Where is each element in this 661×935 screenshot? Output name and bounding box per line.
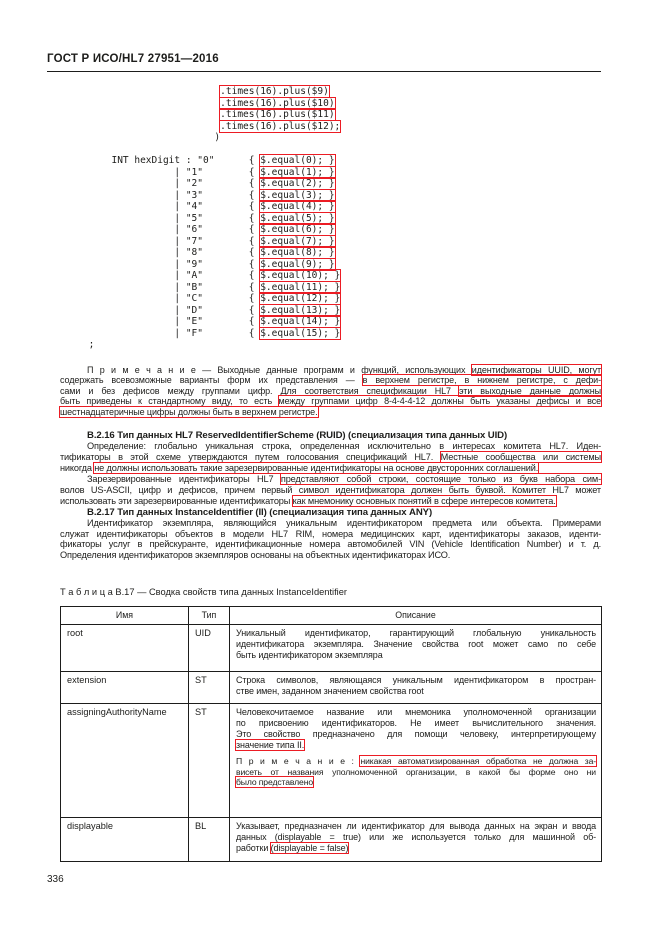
annotation-box: как мнемонику основных понятий в сфере интересов комитета. [292,495,556,506]
paragraph [60,518,601,562]
text-line [236,686,596,697]
annotation-box: $.equal(4); } [260,201,335,212]
annotation-box: шестнадцатеричные цифры должны быть в верхнем регистре. [60,406,318,417]
text-segment: идентификатора экземпляра. Значение свойства root может само по себе [236,639,596,650]
text-line [236,740,596,751]
annotation-box: значение типа II. [236,740,305,751]
annotation-box: было представлено [236,777,313,788]
code-line [60,178,661,190]
paragraph [60,474,601,507]
annotation-box: представляют собой строки, состоящие только из букв набора сим- [280,473,601,484]
annotation-box: $.equal(1); } [260,166,335,178]
table-header-row [61,607,602,625]
text-segment: Человекочитаемое название или мнемоника уполномоченной организации [236,707,596,718]
code-line [60,132,661,144]
text-line [236,832,596,843]
text-line [60,529,601,540]
code-line [60,190,661,202]
text-line [236,729,596,740]
text-line [236,707,596,718]
property-type-cell: BL [189,818,230,862]
table-row [61,704,602,818]
code-line [60,339,661,351]
text-line [60,485,601,496]
code-line [60,86,661,98]
code-text [60,121,220,132]
code-text: | "E" { [60,316,261,327]
code-line [60,224,661,236]
annotation-box: $.equal(9); } [260,258,335,270]
text-line [60,452,601,463]
annotation-box: $.equal(10); } [260,270,341,281]
text-segment: В.2.16 Тип данных HL7 ReservedIdentifierScheme (RUID) (специализация типа данных UID) [87,430,508,442]
text-segment: служат идентификаторы объектов в модели HL7 RIM, номера медицинских карт, идентификаторы заказов, иденти- [60,528,601,539]
property-name-cell: root [61,625,189,672]
code-text: | "C" { [60,293,261,304]
text-line [60,441,601,452]
text-segment: Определения идентификаторов экземпляров основаны на объектных идентификаторах ИСО. [60,550,451,561]
code-text: ; [60,339,95,350]
text-segment: Уникальный идентификатор, гарантирующий глобальную уникальность [236,628,596,639]
text-segment: В.2.17 Тип данных InstanceIdentifier (II) (специализация типа данных ANY) [87,506,433,518]
text-line [60,407,601,418]
annotation-box: .times(16).plus($12); [220,120,341,132]
code-text: | "1" { [60,166,261,178]
code-text: ) [60,132,221,143]
text-segment: тификаторы в этой схеме утверждаются путем голосования спецификаций HL7. [60,452,441,463]
code-block [60,86,661,351]
code-text [60,98,220,109]
annotation-box: Местные сообщества или системы [440,452,602,463]
annotation-box: $.equal(15); } [260,327,341,339]
text-line [236,639,596,650]
annotation-box: .times(16).plus($10) [220,97,335,109]
text-line [60,375,601,386]
property-type-cell: ST [189,672,230,704]
property-description-cell [230,625,602,672]
code-line [60,213,661,225]
annotation-box: $.equal(0); } [260,155,335,166]
text-line [236,650,596,661]
paragraph [60,441,601,474]
annotation-box: $.equal(3); } [260,189,335,201]
code-text: | "7" { [60,235,261,247]
text-segment: никогда [60,463,95,474]
code-text: | "5" { [60,212,261,224]
text-line [60,474,601,485]
paragraph [60,365,601,418]
annotation-box: $.equal(14); } [260,316,341,327]
table-row [61,672,602,704]
code-line [60,144,661,156]
text-segment: по присвоению идентификаторов. Не имеет вычислительного значения. [236,718,596,729]
text-line [60,463,601,474]
column-header-description: Описание [230,607,602,625]
annotation-box: между группами цифр 8-4-4-4-12 должны быть указаны дефисы и все [278,396,601,407]
section-heading [60,507,601,518]
annotation-box: .times(16).plus($11) [220,109,335,120]
annotation-box: никакая автоматизированная обработка не должна за- [360,756,596,767]
code-line [60,316,661,328]
text-line [236,718,596,729]
annotation-box: идентификаторы UUID, могут [471,364,601,375]
text-segment: использовать эти зарезервированные идентификаторы [60,495,293,506]
text-segment: волов US-ASCII, цифр и дефисов, причем первый символ идентификатора должен быть буквой. Комитет HL7 может [60,484,601,495]
text-line [60,496,601,507]
code-text: | "3" { [60,189,261,201]
annotation-box: эти выходные данные должны [459,385,601,396]
text-line [236,675,596,686]
text-line [60,539,601,550]
code-line [60,328,661,340]
annotation-box: не должны использовать такие зарезервированные идентификаторы на основе двусторонних соглашений. [94,463,539,474]
text-segment: данных (displayable = true) или же используется только для машинной об- [236,832,596,843]
annotation-box: $.equal(13); } [260,304,341,316]
annotation-box: $.equal(7); } [260,235,335,247]
text-line [60,518,601,529]
code-text: | "F" { [60,327,261,339]
text-segment: Идентификатор экземпляра, являющийся уникальным идентификатором предмета или объекта. Примерами [87,517,601,528]
annotation-box: в верхнем регистре, в нижнем регистре, с дефи- [362,375,601,386]
header-rule [47,71,601,72]
code-line [60,305,661,317]
code-text: | "8" { [60,247,261,258]
code-line [60,121,661,133]
code-line [60,259,661,271]
code-text: INT hexDigit : "0" { [60,155,261,166]
text-segment: фикаторы услуг в прейскуранте, идентификационные номера автомобилей VIN (Vehicle Identification Number) и т. д. [60,539,601,550]
code-line [60,282,661,294]
text-line [236,821,596,832]
text-line [236,777,596,788]
text-segment: быть приведены к стандартному виду, то есть [60,396,279,407]
code-line [60,201,661,213]
code-line [60,155,661,167]
code-line [60,270,661,282]
text-segment: П р и м е ч а н и е : [236,756,361,767]
text-segment: Указывает, предназначен ли идентификатор для вывода данных на экран и ввода [236,821,596,832]
text-line [236,843,596,854]
text-line [236,628,596,639]
code-text: | "B" { [60,281,261,293]
code-line [60,109,661,121]
text-line [236,767,596,778]
text-paragraphs [60,365,601,562]
text-line [60,386,601,397]
code-text: | "4" { [60,201,261,212]
code-text: | "2" { [60,178,261,189]
annotation-box: $.equal(11); } [260,281,341,293]
text-segment: быть идентификатором экземпляра [236,650,383,661]
text-line [236,756,596,767]
text-segment: стве имен, заданном значением свойства root [236,686,424,697]
page-header [0,0,661,65]
column-header-name: Имя [61,607,189,625]
text-segment: Зарезервированные идентификаторы HL7 [87,473,281,484]
annotation-box: .times(16).plus($9) [220,86,329,97]
annotation-box: $.equal(8); } [260,247,335,258]
annotation-box: $.equal(2); } [260,178,335,189]
text-line [60,507,601,518]
code-text: | "D" { [60,304,261,316]
text-segment: Определение: глобально уникальная строка, определенная исключительно в интересах комитета HL7. Иден- [87,441,601,452]
code-line [60,98,661,110]
table-row [61,625,602,672]
text-segment: П р и м е ч а н и е — Выходные данные программ и функций, использующих [87,364,472,375]
code-text: | "6" { [60,224,261,235]
table-caption: Т а б л и ц а В.17 — Сводка свойств типа данных InstanceIdentifier [60,587,348,598]
text-line [60,550,601,561]
annotation-box: $.equal(12); } [260,293,341,304]
standard-number: ГОСТ Р ИСО/HL7 27951—2016 [47,53,219,65]
text-segment: Строка символов, являющаяся уникальным идентификатором в простран- [236,675,596,686]
annotation-box: (displayable = false) [270,843,349,854]
property-description-cell [230,818,602,862]
table-body [61,625,602,862]
annotation-box: $.equal(5); } [260,212,335,224]
annotation-box: $.equal(6); } [260,224,335,235]
property-name-cell: assigningAuthorityName [61,704,189,818]
text-segment: Это свойство предназначено для помощи человеку, интерпретирующему [236,729,596,740]
code-text [60,86,220,97]
code-line [60,167,661,179]
code-line [60,236,661,248]
property-name-cell: extension [61,672,189,704]
text-segment: сами и без дефисов между группами цифр. Для соответствия спецификации HL7 [60,385,459,396]
property-type-cell: ST [189,704,230,818]
code-text: | "A" { [60,270,261,281]
column-header-type: Тип [189,607,230,625]
code-line [60,293,661,305]
text-line [60,430,601,441]
code-line [60,247,661,259]
property-description-cell [230,704,602,818]
page-number: 336 [47,874,64,886]
data-table [60,606,602,862]
code-text [60,109,220,120]
code-text: | "9" { [60,258,261,270]
text-segment: содержать всевозможные варианты форм их представления — [60,375,363,386]
text-segment: висеть от названия уполномоченной организации, в какой бы форме оно ни [236,766,596,777]
section-heading [60,430,601,441]
property-type-cell: UID [189,625,230,672]
text-line [60,365,601,376]
property-name-cell: displayable [61,818,189,862]
property-description-cell [230,672,602,704]
table-row [61,818,602,862]
text-line [60,396,601,407]
text-segment: работки [236,843,271,854]
